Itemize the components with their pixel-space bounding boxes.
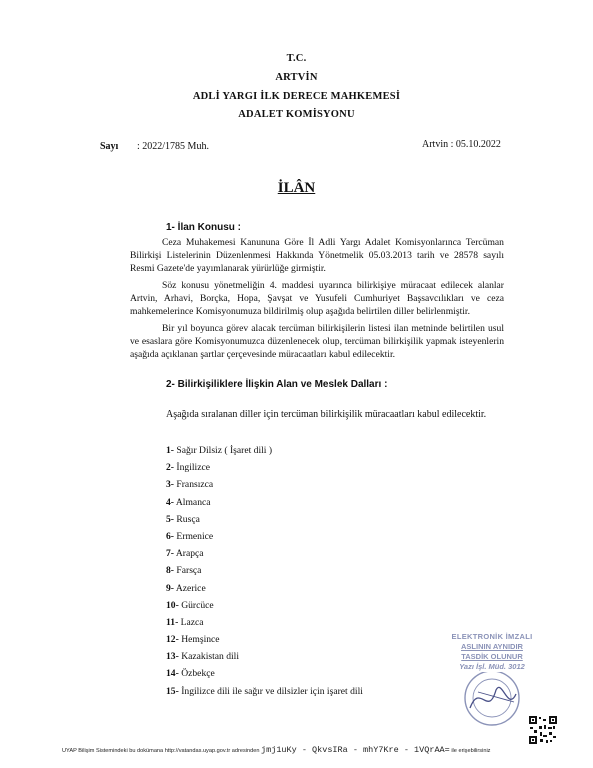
section1-paragraph3: [130, 322, 504, 362]
section1-p1-rest: Tercüman Bilirkişi Listelerinin Düzenlenmesi Hakkında Yönetmelik 05.03.2013 tarih ve 28578 sayılı Resmi Gazete'de yayımlanarak yürürlüğe girmiştir.: [130, 237, 504, 275]
stamp-line3: TASDİK OLUNUR: [461, 652, 523, 661]
list-item: 10- Gürcüce: [166, 599, 214, 611]
footer-prefix: UYAP Bilişim Sistemindeki bu dokümana http://vatandas.uyap.gov.tr adresinden: [62, 748, 260, 754]
place-date: Artvin : 05.10.2022: [422, 139, 501, 150]
list-item: 9- Azerice: [166, 582, 206, 594]
footer-verification: [62, 745, 582, 755]
stamp-line2: ASLININ AYNIDIR: [461, 642, 523, 651]
stamp-line1: ELEKTRONİK İMZALI: [451, 632, 533, 641]
page-title: İLÂN: [277, 180, 316, 196]
header-city: ARTVİN: [275, 72, 318, 83]
list-item: 1- Sağır Dilsiz ( İşaret dili ): [166, 445, 273, 456]
sayi-value: : 2022/1785 Muh.: [137, 141, 209, 152]
list-item: 13- Kazakistan dili: [166, 651, 240, 663]
section1-p1-first: Ceza Muhakemesi Kanununa Göre İl Adli Yargı Adalet Komisyonlarınca: [162, 237, 462, 248]
header-commission: ADALET KOMİSYONU: [238, 109, 355, 120]
list-item: 2- İngilizce: [166, 462, 210, 474]
list-item: 14- Özbekçe: [166, 668, 215, 680]
section1-p3-rest: belirtilen usul ve esaslara göre Komisyonumuzca düzenlenecek olup, tercüman bilirkişilik yapmak isteyenlerin aşağıda açıklanan şartlar çerçevesinde müracaatları kabul edilecektir.: [130, 323, 504, 361]
list-item: 15- İngilizce dili ile sağır ve dilsizler için işaret dili: [166, 685, 363, 697]
section1-heading: 1- İlan Konusu :: [166, 222, 241, 233]
section1-p2-rest: alanlar Artvin, Arhavi, Borçka, Hopa, Şavşat ve Yusufeli Cumhuriyet Başsavcılıkları ve ceza mahkemelerince Komisyonumuza bildirilmiş olup aşağıda belirtilen diller belirlenmiştir.: [130, 280, 504, 318]
list-item: 3- Fransızca: [166, 479, 214, 491]
section1-paragraph1: [130, 236, 504, 276]
stamp-line4: Yazı İşl. Müd. 3012: [459, 662, 525, 671]
section1-paragraph2: [130, 279, 504, 319]
list-item: 8- Farsça: [166, 565, 202, 577]
section2-heading: 2- Bilirkişiliklere İlişkin Alan ve Meslek Dalları :: [166, 379, 388, 390]
section1-p3-first: Bir yıl boyunca görev alacak tercüman bilirkişilerin listesi ilan metninde: [162, 323, 448, 334]
footer-code: jmj1uKy - QkvsIRa - mhY7Kre - 1VQrAA=: [261, 745, 450, 755]
list-item: 7- Arapça: [166, 548, 204, 560]
list-item: 5- Rusça: [166, 513, 200, 525]
language-list: [166, 445, 363, 703]
header-tc: T.C.: [286, 53, 307, 64]
list-item: 4- Almanca: [166, 496, 211, 508]
qr-code: [529, 716, 557, 744]
footer-suffix: ile erişebilirsiniz: [451, 748, 491, 754]
sayi-label: Sayı: [100, 141, 119, 152]
list-item: 11- Lazca: [166, 616, 204, 628]
section2-intro: Aşağıda sıralanan diller için tercüman bilirkişilik müracaatları kabul edilecektir.: [166, 409, 487, 420]
list-item: 6- Ermenice: [166, 530, 214, 542]
section1-p2-first: Söz konusu yönetmeliğin 4. maddesi uyarınca bilirkişiye müracaat edilecek: [162, 280, 473, 291]
list-item: 12- Hemşince: [166, 634, 220, 646]
header-court: ADLİ YARGI İLK DERECE MAHKEMESİ: [192, 91, 401, 102]
